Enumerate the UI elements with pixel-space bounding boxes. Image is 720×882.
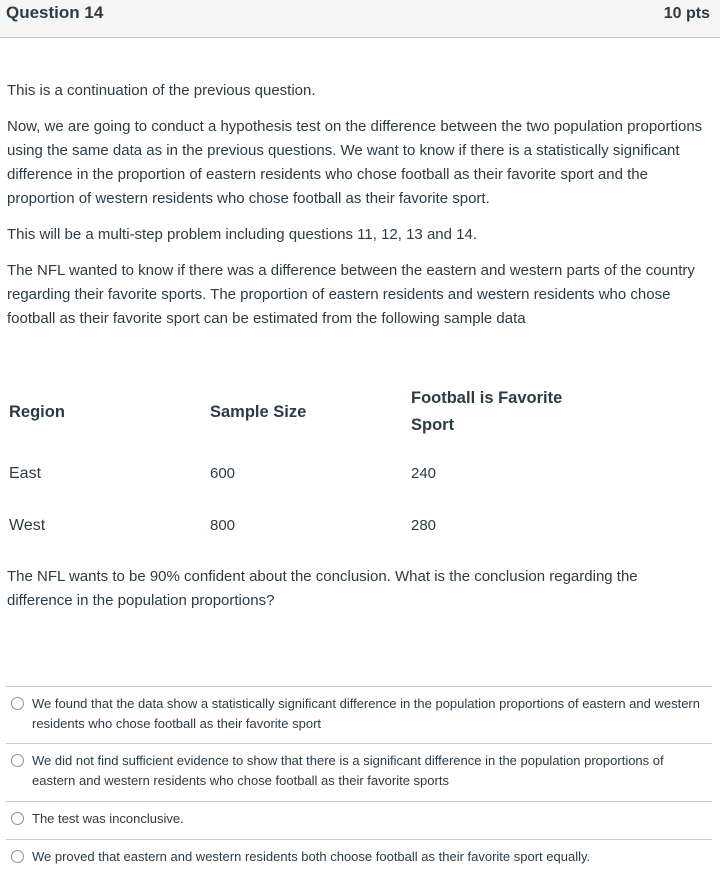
question-title: Question 14 [6, 3, 104, 22]
header-football-line1: Football is Favorite [411, 389, 563, 407]
header-region: Region [9, 403, 65, 421]
answer-label: The test was inconclusive. [32, 811, 184, 826]
answer-label: We found that the data show a statistically significant difference in the population proportions of eastern and western residents who chose football as their favorite sport [32, 696, 700, 731]
radio-button[interactable] [11, 850, 24, 863]
answer-label: We proved that eastern and western residents both choose football as their favorite sport equally. [32, 849, 591, 864]
answer-option-1[interactable] [6, 686, 712, 743]
radio-button[interactable] [11, 697, 24, 710]
description-paragraph: Now, we are going to conduct a hypothesis test on the difference between the two population proportions using the same data as in the previous questions. We want to know if there is a statistically significant difference in the proportion of eastern residents who chose football as their favorite sport and the proportion of western residents who chose football as their favorite sport. [7, 118, 703, 207]
row-east-football: 240 [411, 465, 437, 482]
question-header [0, 0, 720, 38]
question-points: 10 pts [663, 5, 710, 22]
question-prompt: The NFL wants to be 90% confident about the conclusion. What is the conclusion regarding the difference in the population proportions? [7, 568, 638, 609]
multi-step-paragraph: This will be a multi-step problem including questions 11, 12, 13 and 14. [7, 226, 477, 243]
answer-option-3[interactable] [6, 801, 712, 839]
row-east-region: East [9, 465, 42, 482]
intro-paragraph: This is a continuation of the previous question. [7, 82, 316, 99]
row-west-football: 280 [411, 517, 437, 534]
context-paragraph: The NFL wanted to know if there was a difference between the eastern and western parts of the country regarding their favorite sports. The proportion of eastern residents and western residents who chose football as their favorite sport can be estimated from the following sample data [7, 262, 695, 327]
answer-option-4[interactable] [6, 839, 712, 877]
answer-option-2[interactable] [6, 743, 712, 801]
header-football-line2: Sport [411, 416, 455, 434]
answer-label: We did not find sufficient evidence to show that there is a significant difference in the population proportions of eastern and western residents who chose football as their favorite sports [32, 753, 664, 788]
radio-button[interactable] [11, 812, 24, 825]
header-sample-size: Sample Size [210, 403, 307, 421]
row-west-sample-size: 800 [210, 517, 236, 534]
row-east-sample-size: 600 [210, 465, 236, 482]
row-west-region: West [9, 517, 46, 534]
radio-button[interactable] [11, 754, 24, 767]
answer-list [6, 686, 712, 877]
